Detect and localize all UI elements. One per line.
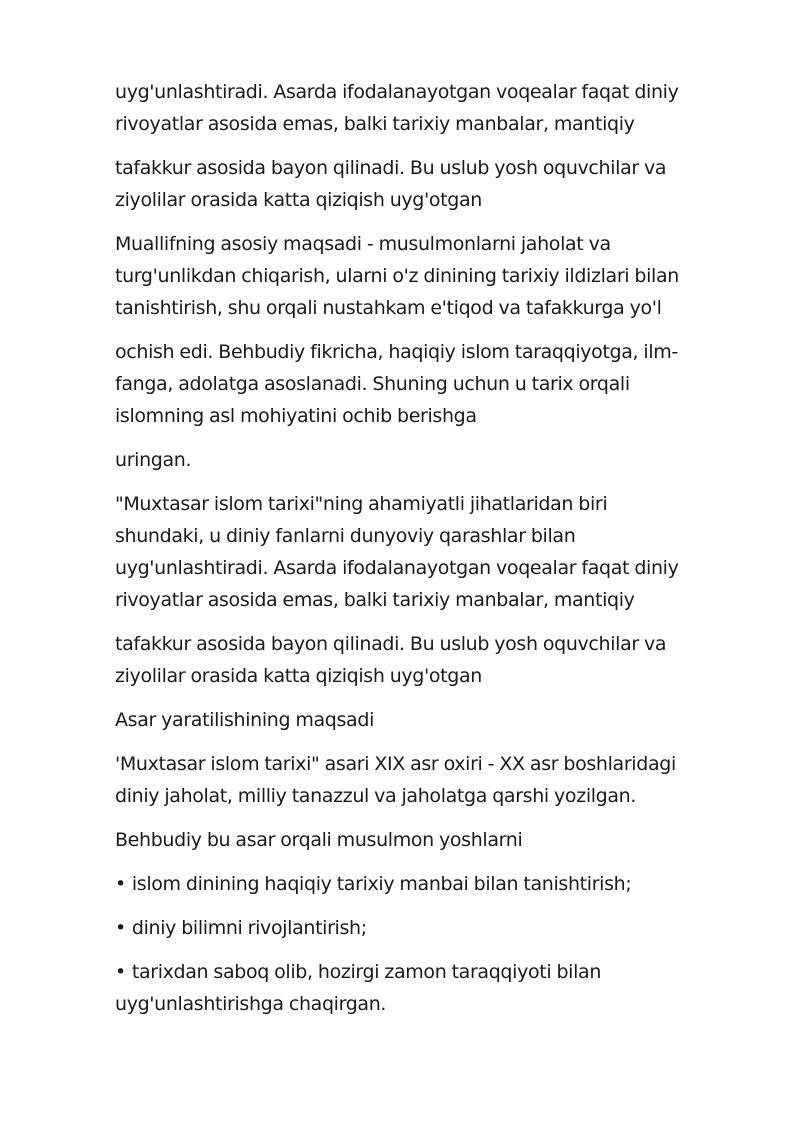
text-line: tafakkur asosida bayon qilinadi. Bu uslub yosh oquvchilar va: [115, 633, 667, 655]
text-line: 'Muxtasar islom tarixi" asari XIX asr oxiri - XX asr boshlaridagi: [115, 753, 676, 775]
text-line: tanishtirish, shu orqali nustahkam e'tiqod va tafakkurga yo'l: [115, 297, 662, 319]
paragraph: [115, 76, 725, 140]
text-line: ochish edi. Behbudiy fikricha, haqiqiy islom taraqqiyotga, ilm-: [115, 341, 678, 363]
text-line: uyg'unlashtiradi. Asarda ifodalanayotgan voqealar faqat diniy: [115, 557, 679, 579]
text-line: ziyolilar orasida katta qiziqish uyg'otgan: [115, 665, 482, 687]
text-line: ziyolilar orasida katta qiziqish uyg'otgan: [115, 189, 482, 211]
text-line: Behbudiy bu asar orqali musulmon yoshlarni: [115, 829, 523, 851]
paragraph: [115, 704, 725, 736]
text-line: "Muxtasar islom tarixi"ning ahamiyatli jihatlaridan biri: [115, 493, 608, 515]
paragraph: [115, 488, 725, 616]
text-line: rivoyatlar asosida emas, balki tarixiy manbalar, mantiqiy: [115, 589, 635, 611]
bullet-item: [115, 912, 725, 944]
text-line: Muallifning asosiy maqsadi - musulmonlarni jaholat va: [115, 233, 611, 255]
text-line: fanga, adolatga asoslanadi. Shuning uchun u tarix orqali: [115, 373, 630, 395]
bullet-icon: •: [115, 917, 126, 939]
paragraph: [115, 628, 725, 692]
text-line: uyg'unlashtirishga chaqirgan.: [115, 993, 387, 1015]
text-line: islomning asl mohiyatini ochib berishga: [115, 405, 477, 427]
bullet-icon: •: [115, 961, 126, 983]
text-line: Asar yaratilishining maqsadi: [115, 709, 374, 731]
paragraph: [115, 444, 725, 476]
text-line: turg'unlikdan chiqarish, ularni o'z dinining tarixiy ildizlari bilan: [115, 265, 679, 287]
text-line: uyg'unlashtiradi. Asarda ifodalanayotgan voqealar faqat diniy: [115, 81, 679, 103]
paragraph: [115, 152, 725, 216]
bullet-text: diniy bilimni rivojlantirish;: [131, 917, 367, 939]
bullet-text: tarixdan saboq olib, hozirgi zamon taraqqiyoti bilan: [131, 961, 602, 983]
text-line: rivoyatlar asosida emas, balki tarixiy manbalar, mantiqiy: [115, 113, 635, 135]
paragraph: [115, 824, 725, 856]
text-line: [115, 956, 725, 988]
document-page: [115, 76, 725, 1032]
text-line: diniy jaholat, milliy tanazzul va jaholatga qarshi yozilgan.: [115, 785, 637, 807]
bullet-text: islom dinining haqiqiy tarixiy manbai bilan tanishtirish;: [131, 873, 632, 895]
bullet-icon: •: [115, 873, 126, 895]
text-line: tafakkur asosida bayon qilinadi. Bu uslub yosh oquvchilar va: [115, 157, 667, 179]
document-body: [115, 76, 725, 1020]
paragraph: [115, 228, 725, 324]
paragraph: [115, 748, 725, 812]
text-line: shundaki, u diniy fanlarni dunyoviy qarashlar bilan: [115, 525, 576, 547]
text-line: [115, 868, 725, 900]
text-line: uringan.: [115, 449, 192, 471]
bullet-item: [115, 868, 725, 900]
text-line: [115, 912, 725, 944]
bullet-item: [115, 956, 725, 1020]
paragraph: [115, 336, 725, 432]
